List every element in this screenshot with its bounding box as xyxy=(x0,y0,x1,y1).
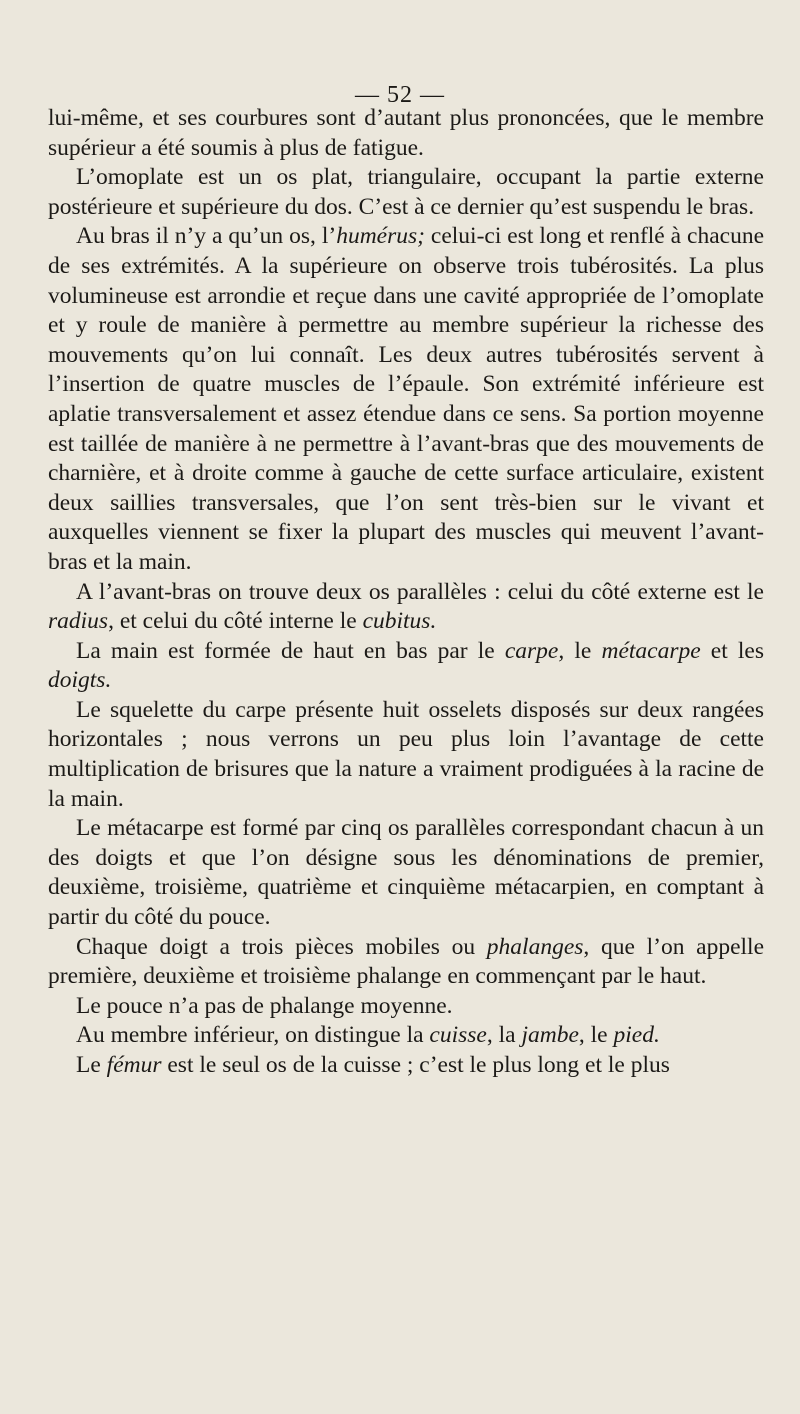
italic-term: cuisse xyxy=(429,1022,487,1049)
paragraph xyxy=(48,696,764,814)
italic-term: fémur xyxy=(106,1052,162,1078)
text-run: Au membre inférieur, on distingue la xyxy=(76,1022,430,1049)
text-run: Le squelette du carpe présente huit osselets disposés sur deux rangées horizontales ; nous verrons un peu plus loin l’avantage de cette multiplication de brisures que la nature a vraiment prodiguées à la racine de la main. xyxy=(48,696,764,812)
text-run: Au bras il n’y a qu’un os, l’ xyxy=(76,223,337,250)
paragraph xyxy=(48,933,764,992)
italic-term: pied. xyxy=(613,1022,660,1049)
italic-term: métacarpe xyxy=(601,637,701,664)
italic-term: humérus; xyxy=(336,223,425,250)
text-run: Le xyxy=(76,1052,107,1078)
italic-term: carpe, xyxy=(504,637,565,664)
paragraph xyxy=(48,104,764,163)
italic-term: phalanges xyxy=(486,933,584,960)
paragraph xyxy=(48,1051,764,1081)
text-run: La main est formée de haut en bas par le xyxy=(76,637,505,664)
paragraph xyxy=(48,222,764,577)
text-run: Le pouce n’a pas de phalange moyenne. xyxy=(76,992,453,1019)
text-run: , que l’on appelle première, deuxième et troisième phalange en commençant par le haut. xyxy=(48,933,764,990)
paragraph xyxy=(48,578,764,637)
paragraph xyxy=(48,814,764,932)
text-run: , et celui du côté interne le xyxy=(108,608,363,635)
text-run: L’omoplate est un os plat, triangulaire, occupant la partie externe postérieure et supérieure du dos. C’est à ce dernier qu’est suspendu le bras. xyxy=(48,164,764,220)
italic-term: jambe xyxy=(521,1022,579,1049)
paragraph xyxy=(48,163,764,222)
text-run: est le seul os de la cuisse ; c’est le plus long et le plus xyxy=(161,1052,670,1078)
italic-term: doigts. xyxy=(48,667,112,694)
text-run: , la xyxy=(486,1022,522,1049)
text-run: Le métacarpe est formé par cinq os parallèles correspondant chacun à un des doigts et que l’on désigne sous les dénominations de premier, deuxième, troisième, quatrième et cinquième métacarpien, en comptant à partir du côté du pouce. xyxy=(48,815,764,931)
text-run: et les xyxy=(700,637,764,664)
text-run: Chaque doigt a trois pièces mobiles ou xyxy=(76,933,487,960)
text-run: celui-ci est long et renflé à chacune de ses extrémités. A la supérieure on observe trois tubérosités. La plus volumineuse est arrondie et reçue dans une cavité appropriée de l’omoplate et y roule de manière à permettre au membre supérieur la richesse des mouvements qu’on lui connaît. Les deux autres tubérosités servent à l’insertion de quatre muscles de l’épaule. Son extrémité inférieure est aplatie transversalement et assez étendue dans ce sens. Sa portion moyenne est taillée de manière à ne permettre à l’avant-bras que des mouvements de charnière, et à droite comme à gauche de cette surface articulaire, existent deux saillies transversales, que l’on sent très-bien sur le vivant et auxquelles viennent se fixer la plupart des muscles qui meuvent l’avant-bras et la main. xyxy=(48,223,764,575)
paragraph xyxy=(48,637,764,696)
page-number: — 52 — xyxy=(355,82,445,108)
text-run: , le xyxy=(578,1022,614,1049)
italic-term: cubitus. xyxy=(362,608,437,635)
body-text xyxy=(48,104,764,1081)
text-run: A l’avant-bras on trouve deux os parallèles : celui du côté externe est le xyxy=(76,578,764,605)
italic-term: radius xyxy=(48,608,109,635)
paragraph xyxy=(48,1021,764,1051)
text-run: lui-même, et ses courbures sont d’autant plus prononcées, que le membre supérieur a été soumis à plus de fatigue. xyxy=(48,105,764,161)
text-run: le xyxy=(564,637,602,664)
paragraph xyxy=(48,992,764,1022)
